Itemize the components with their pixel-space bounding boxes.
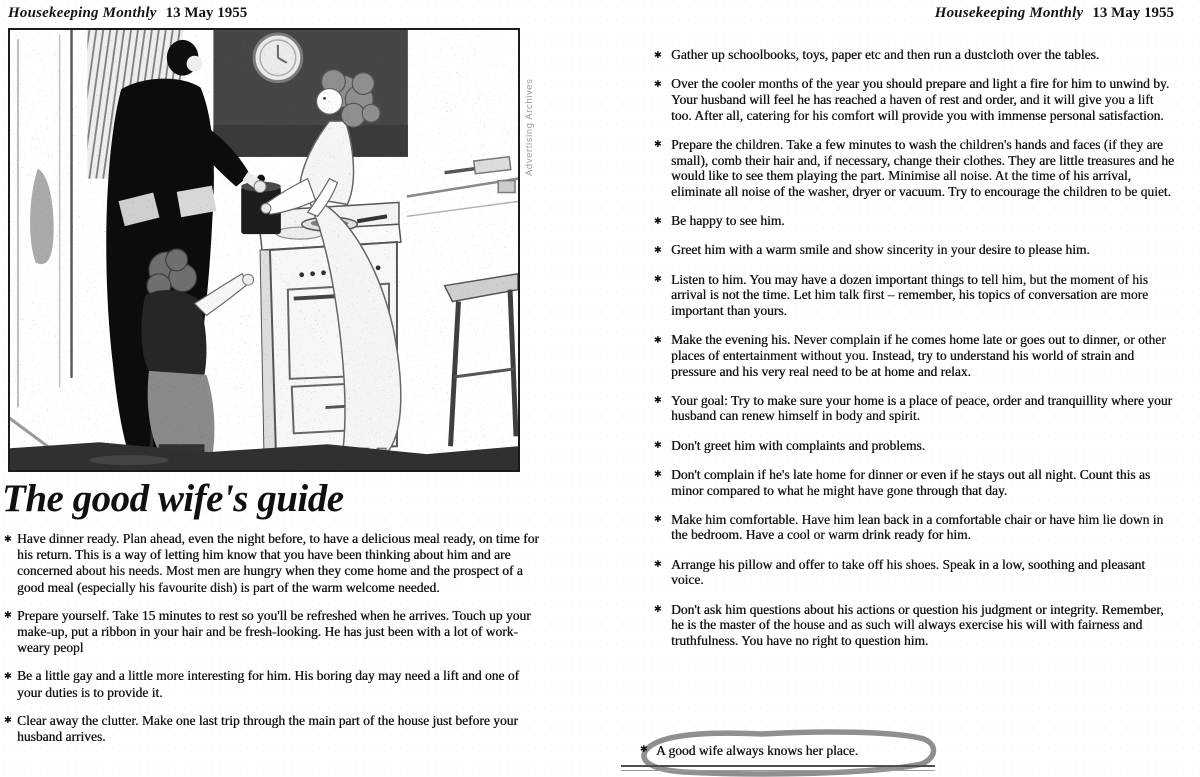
guideline-item: [654, 76, 1176, 123]
bullet-icon: ✱: [654, 274, 662, 286]
guideline-text: Make the evening his. Never complain if he comes home late or goes out to dinner, or other places of entertainment without you. Instead, try to understand his world of strain and pressure and his very real need to be at home and relax.: [671, 332, 1166, 379]
bullet-icon: ✱: [654, 469, 662, 481]
guideline-text: Listen to him. You may have a dozen important things to tell him, but the moment of his arrival is not the time. Let him talk first – remember, his topics of conversation are more important than yours.: [671, 271, 1149, 318]
guideline-text: Don't complain if he's late home for dinner or even if he stays out all night. Count this as minor compared to what he might have gone through that day.: [671, 466, 1151, 498]
bullet-icon: ✱: [4, 610, 12, 622]
bullet-icon: ✱: [654, 49, 662, 61]
guideline-text: Greet him with a warm smile and show sincerity in your desire to please him.: [671, 242, 1090, 258]
bullet-icon: ✱: [654, 334, 662, 346]
guideline-text: Your goal: Try to make sure your home is a place of peace, order and tranquillity where your husband can renew himself in body and spirit.: [671, 392, 1173, 424]
magazine-title: Housekeeping Monthly: [934, 5, 1084, 21]
halftone-grain: [10, 30, 518, 470]
issue-date: 13 May 1955: [165, 5, 248, 21]
bullet-icon: ✱: [4, 670, 12, 682]
guideline-text: Arrange his pillow and offer to take off his shoes. Speak in a low, soothing and pleasant voice.: [671, 556, 1146, 588]
issue-date: 13 May 1955: [1092, 5, 1174, 21]
left-bullet-list: [4, 531, 540, 757]
bullet-icon: ✱: [654, 440, 662, 452]
guideline-item: [654, 213, 1176, 229]
circled-text: A good wife always knows her place.: [656, 743, 859, 758]
masthead-left: [8, 5, 247, 22]
kitchen-illustration: [8, 28, 520, 472]
guideline-item: [654, 332, 1176, 379]
guideline-item: [654, 393, 1176, 424]
masthead-right: [935, 5, 1174, 22]
bullet-icon: ✱: [4, 715, 12, 727]
guideline-text: Be happy to see him.: [671, 213, 785, 229]
guideline-text: Gather up schoolbooks, toys, paper etc and then run a dustcloth over the tables.: [671, 47, 1100, 62]
end-rule: [621, 765, 935, 771]
bullet-icon: ✱: [654, 78, 662, 90]
guideline-item: [4, 713, 540, 745]
guideline-item: [654, 242, 1176, 258]
bullet-icon: ✱: [640, 744, 648, 755]
bullet-icon: ✱: [654, 139, 662, 151]
bullet-icon: ✱: [654, 604, 662, 616]
bullet-icon: ✱: [654, 395, 662, 407]
guideline-item: [654, 438, 1176, 454]
guideline-text: Don't ask him questions about his actions or question his judgment or integrity. Remember, he is the master of the house and as such will always exercise his will with fairness and truthfulness. You have no right to question him.: [671, 601, 1164, 648]
guideline-text: Have dinner ready. Plan ahead, even the night before, to have a delicious meal ready, on time for his return. This is a way of letting him know that you have been thinking about him and are concerned about his needs. Most men are hungry when they come home and the prospect of a good meal (especially his favourite dish) is part of the warm welcome needed.: [17, 531, 539, 595]
bullet-icon: ✱: [654, 514, 662, 526]
bullet-icon: ✱: [4, 533, 12, 545]
guideline-text: Clear away the clutter. Make one last trip through the main part of the house just before your husband arrives.: [17, 712, 518, 745]
guideline-text: Don't greet him with complaints and problems.: [671, 437, 926, 453]
guideline-item: [4, 668, 540, 700]
bullet-icon: ✱: [654, 244, 662, 256]
guideline-item: [654, 557, 1176, 588]
guideline-item: [4, 531, 540, 596]
guideline-item: [654, 512, 1176, 543]
right-bullet-list: [654, 47, 1176, 662]
guideline-text: Make him comfortable. Have him lean back in a comfortable chair or have him lie down in the bedroom. Have a cool or warm drink ready for him.: [671, 511, 1164, 543]
guideline-item: [654, 272, 1176, 319]
bullet-icon: ✱: [654, 559, 662, 571]
guideline-item: [654, 602, 1176, 649]
bullet-icon: ✱: [654, 215, 662, 227]
magazine-title: Housekeeping Monthly: [8, 5, 157, 21]
article-title: The good wife's guide: [2, 477, 344, 520]
guideline-text: Prepare the children. Take a few minutes to wash the children's hands and faces (if they are small), comb their hair and, if necessary, change their clothes. They are little treasures and he would like to see them playing the part. Minimise all noise. At the time of his arrival, eliminate all noise of the washer, dryer or vacuum. Try to encourage the children to be quiet.: [671, 136, 1175, 199]
kitchen-scene: [10, 30, 518, 470]
guideline-item: [4, 608, 540, 657]
guideline-text: Over the cooler months of the year you should prepare and light a fire for him to unwind by. Your husband will feel he has reached a haven of rest and order, and it will give you a lift too. After all, catering for his comfort will provide you with immense personal satisfaction.: [671, 76, 1170, 123]
guideline-item: [654, 467, 1176, 498]
guideline-text: Be a little gay and a little more interesting for him. His boring day may need a lift and one of your duties is to provide it.: [17, 668, 519, 700]
guideline-item: [654, 47, 1176, 63]
photo-credit: Advertising Archives: [524, 78, 535, 176]
guideline-item: [654, 137, 1176, 200]
guideline-text: Prepare yourself. Take 15 minutes to rest so you'll be refreshed when he arrives. Touch up your make-up, put a ribbon in your hair and be fresh-looking. He has just been with a lot of work-weary peopl: [17, 607, 531, 656]
